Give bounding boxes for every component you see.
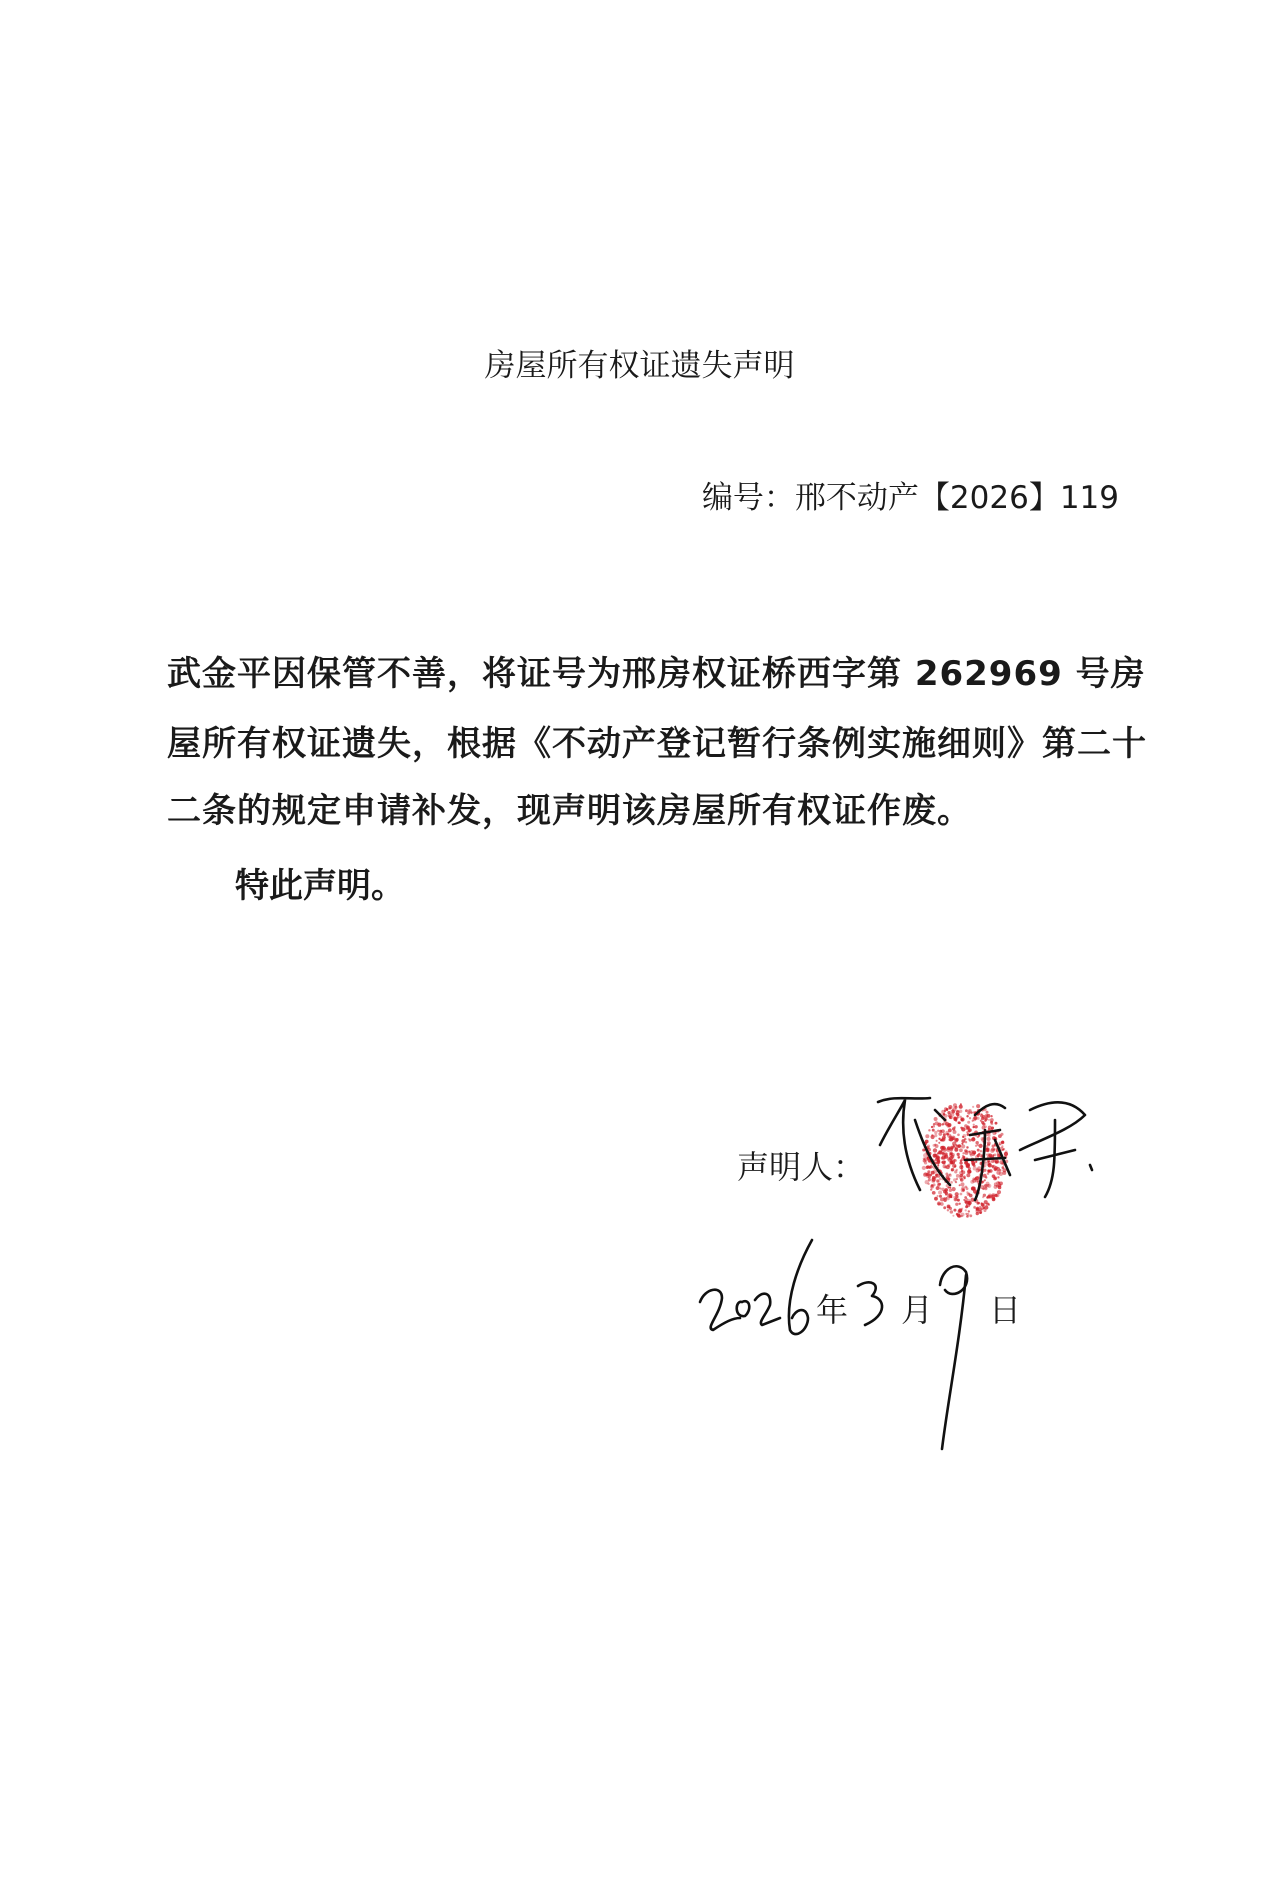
handwritten-year-text: 2026 bbox=[700, 1320, 703, 1321]
body-line: 二条的规定申请补发，现声明该房屋所有权证作废。 bbox=[167, 791, 972, 831]
month-unit: 月 bbox=[901, 1291, 934, 1329]
document-number: 编号：邢不动产【2026】119 bbox=[701, 480, 1119, 516]
body-line: 武金平因保管不善，将证号为邢房权证桥西字第 262969 号房 bbox=[167, 654, 1146, 694]
body-line: 屋所有权证遗失，根据《不动产登记暂行条例实施细则》第二十 bbox=[167, 724, 1147, 764]
handwritten-day-text: 9 bbox=[945, 1320, 946, 1321]
year-unit: 年 bbox=[816, 1291, 849, 1329]
document-title: 房屋所有权证遗失声明 bbox=[484, 348, 795, 384]
date-day-handwritten bbox=[940, 1266, 967, 1449]
date-month-handwritten bbox=[858, 1282, 882, 1325]
date-year-handwritten bbox=[700, 1240, 812, 1334]
declarant-label: 声明人： bbox=[737, 1148, 866, 1186]
closing-statement: 特此声明。 bbox=[235, 866, 405, 906]
day-unit: 日 bbox=[989, 1291, 1022, 1329]
handwritten-month-text: 3 bbox=[860, 1320, 861, 1321]
